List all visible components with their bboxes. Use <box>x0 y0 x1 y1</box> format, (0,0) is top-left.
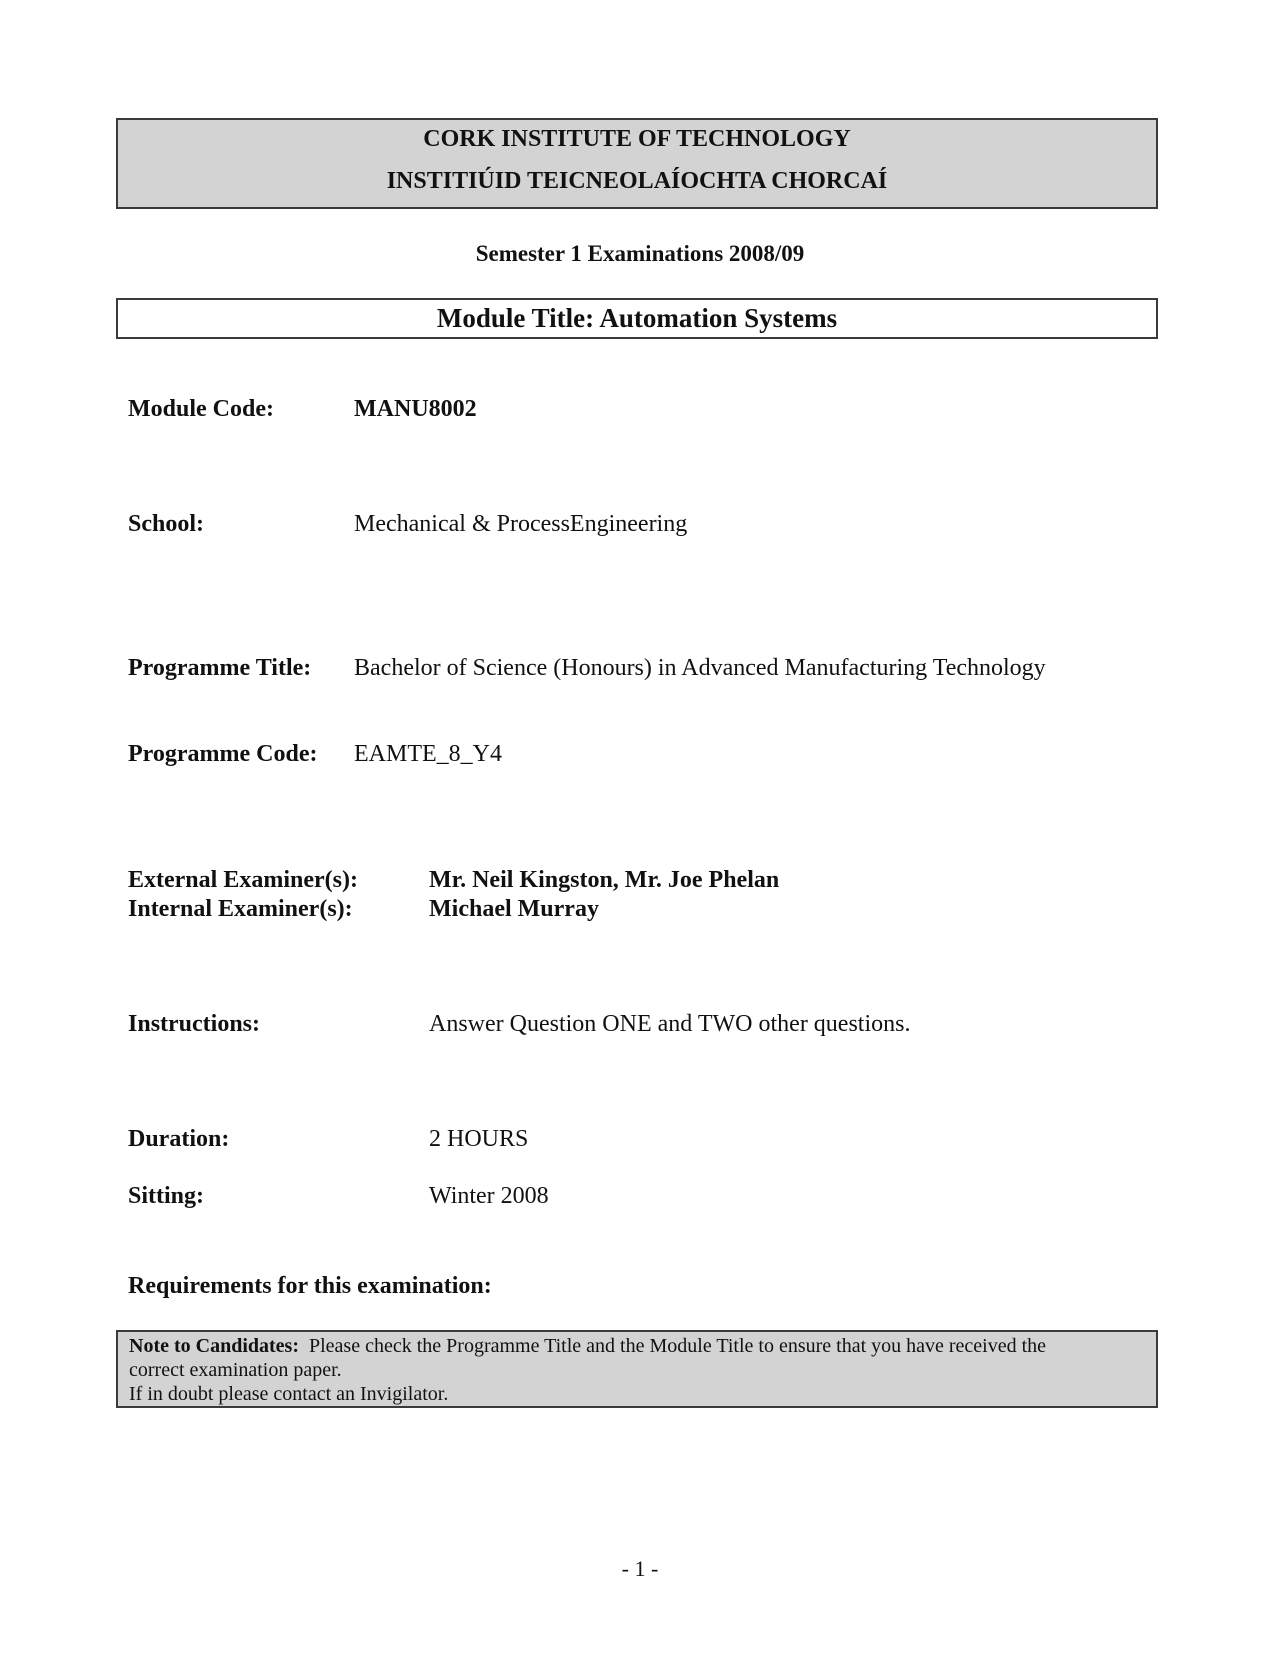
note-line-2: correct examination paper. <box>129 1359 342 1381</box>
programme-code-label: Programme Code: <box>128 741 318 767</box>
external-examiners-label: External Examiner(s): <box>128 867 358 893</box>
sitting-label: Sitting: <box>128 1183 205 1209</box>
instructions-label: Instructions: <box>128 1011 261 1037</box>
internal-examiners-label: Internal Examiner(s): <box>128 896 353 922</box>
institution-name-irish: INSTITIÚID TEICNEOLAÍOCHTA CHORCAÍ <box>386 168 888 194</box>
module-title: Module Title: Automation Systems <box>116 298 1158 339</box>
programme-code-value: EAMTE_8_Y4 <box>354 741 502 767</box>
note-line-1 <box>129 1334 1146 1358</box>
internal-examiners-value: Michael Murray <box>429 896 599 922</box>
note-text-1: Please check the Programme Title and the Module Title to ensure that you have received the <box>309 1335 1047 1357</box>
instructions-value: Answer Question ONE and TWO other questions. <box>429 1011 911 1037</box>
institution-name-english: CORK INSTITUTE OF TECHNOLOGY <box>423 126 851 152</box>
note-label: Note to Candidates: <box>129 1335 299 1357</box>
note-line-3: If in doubt please contact an Invigilator. <box>129 1383 449 1405</box>
programme-title-value: Bachelor of Science (Honours) in Advanced Manufacturing Technology <box>354 655 1046 681</box>
programme-title-label: Programme Title: <box>128 655 312 681</box>
semester-heading: Semester 1 Examinations 2008/09 <box>475 241 805 266</box>
requirements-heading: Requirements for this examination: <box>128 1273 492 1299</box>
school-label: School: <box>128 511 205 537</box>
module-code-label: Module Code: <box>128 396 274 422</box>
institution-header <box>116 118 1158 209</box>
external-examiners-value: Mr. Neil Kingston, Mr. Joe Phelan <box>429 867 780 893</box>
note-to-candidates <box>116 1330 1158 1408</box>
page-number: - 1 - <box>621 1556 659 1581</box>
duration-value: 2 HOURS <box>429 1126 529 1152</box>
school-value: Mechanical & ProcessEngineering <box>354 511 688 537</box>
sitting-value: Winter 2008 <box>429 1183 549 1209</box>
module-code-value: MANU8002 <box>354 396 477 422</box>
duration-label: Duration: <box>128 1126 230 1152</box>
